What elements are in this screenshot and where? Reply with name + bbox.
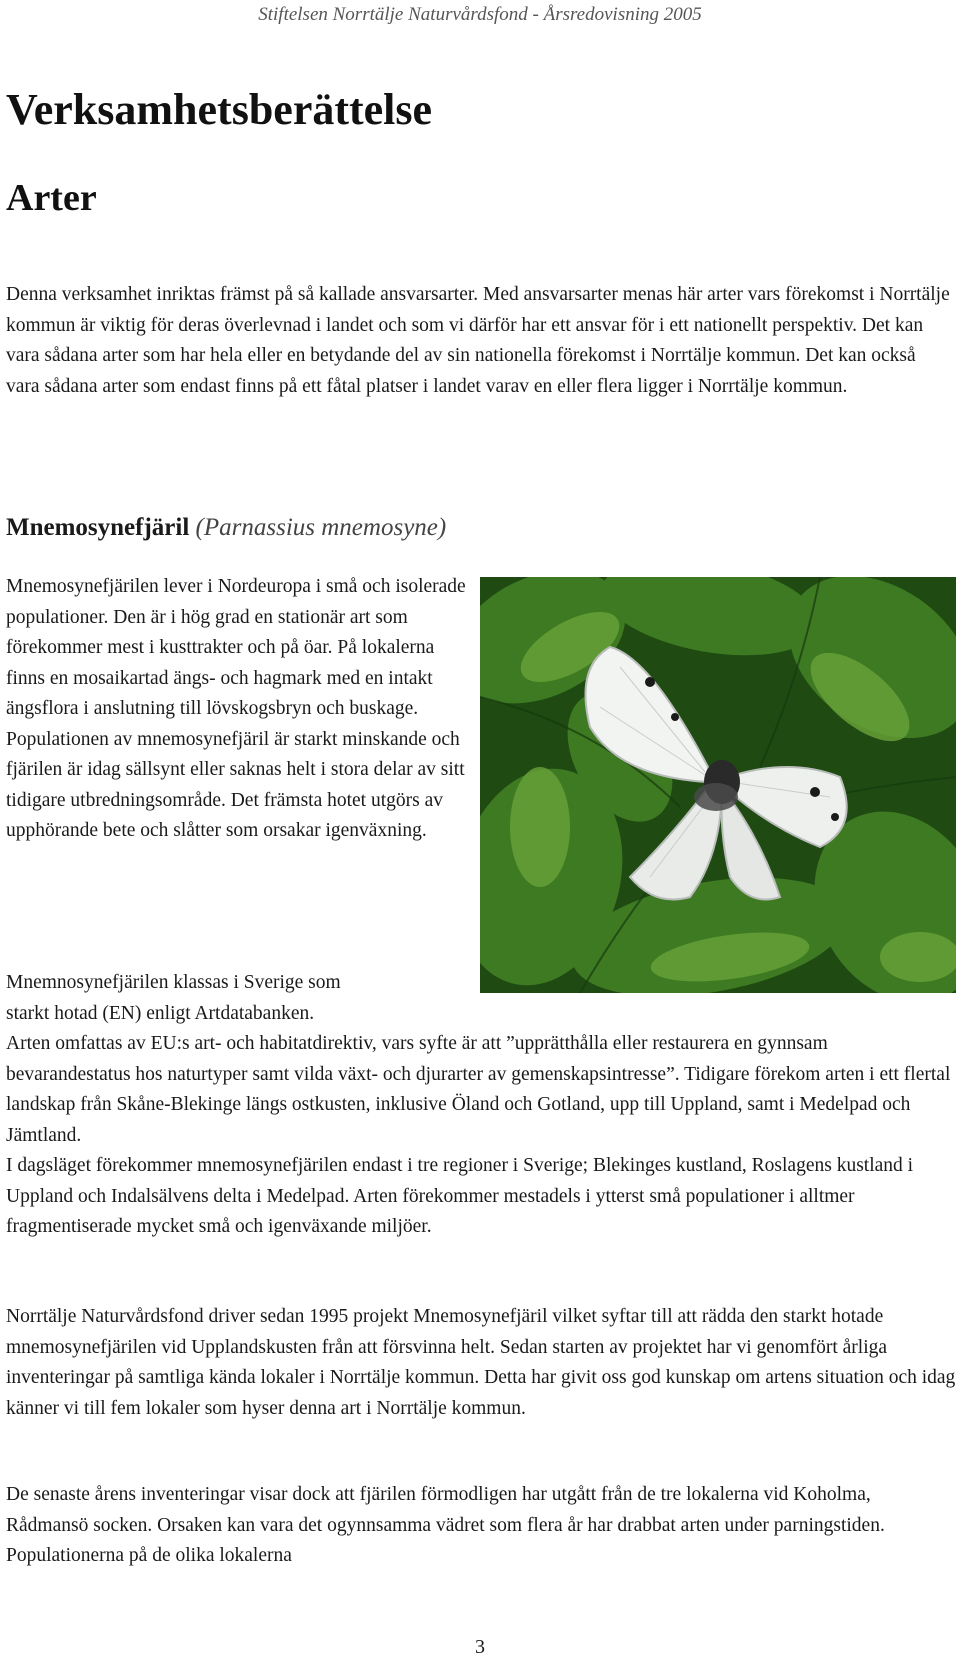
project-paragraph: Norrtälje Naturvårdsfond driver sedan 1995 projekt Mnemosynefjäril vilket syftar till att rädda den starkt hotade mnemosynefjärilen vid Upplandskusten från att försvinna helt. Sedan starten av projektet har vi genomfört årliga inventeringar på samtliga kända lokaler i Norrtälje kommun. Detta har givit oss god kunskap om artens situation och idag känner vi till fem lokaler som hyser denna art i Norrtälje kommun.	[6, 1306, 956, 1419]
page-number: 3	[475, 1636, 485, 1658]
species-latin-name: (Parnassius mnemosyne)	[195, 514, 447, 541]
butterfly-photo	[480, 577, 956, 993]
section-title: Arter	[6, 177, 97, 219]
species-name: Mnemosynefjäril	[6, 514, 190, 541]
status-line-1: Mnemnosynefjärilen klassas i Sverige som	[6, 972, 341, 993]
species-heading	[6, 514, 446, 542]
species-description: Mnemosynefjärilen lever i Nordeuropa i små och isolerade populationer. Den är i hög grad en stationär art som förekommer mest i kusttrakter och på öar. På lokalerna finns en mosaikartad ängs- och hagmark med en intakt ängsflora i anslutning till lövskogsbryn och buskage. Populationen av mnemosynefjäril är starkt minskande och fjärilen är idag sällsynt eller saknas helt i stora delar av sitt tidigare utbredningsområde. Det främsta hotet utgörs av upphörande bete och slåtter som orsakar igenväxning.	[6, 576, 466, 841]
status-line-2: starkt hotad (EN) enligt Artdatabanken.	[6, 1002, 315, 1024]
page-title: Verksamhetsberättelse	[6, 85, 433, 134]
current-distribution-paragraph: I dagsläget förekommer mnemosynefjärilen endast i tre regioner i Sverige; Blekinges kustland, Roslagens kustland i Uppland och Indalsälvens delta i Medelpad. Arten förekommer mestadels i ytterst små populationer i alltmer fragmentiserade mycket små och igenväxande miljöer.	[6, 1155, 914, 1237]
butterfly-photo-image	[480, 577, 956, 993]
species-status-block	[6, 968, 956, 1243]
intro-paragraph: Denna verksamhet inriktas främst på så kallade ansvarsarter. Med ansvarsarter menas här arter vars förekomst i Norrtälje kommun är viktig för deras överlevnad i landet och som vi därför har ett ansvar för i ett nationellt perspektiv. Det kan vara sådana arter som har hela eller en betydande del av sin nationella förekomst i Norrtälje kommun. Det kan också vara sådana arter som endast finns på ett fåtal platser i landet varav en eller flera ligger i Norrtälje kommun.	[6, 284, 950, 397]
recent-inventory-paragraph: De senaste årens inventeringar visar dock att fjärilen förmodligen har utgått från de tre lokalerna vid Koholma, Rådmansö socken. Orsaken kan vara det ogynnsamma vädret som flera år har drabbat arten under parningstiden. Populationerna på de olika lokalerna	[6, 1484, 885, 1566]
running-header: Stiftelsen Norrtälje Naturvårdsfond - Årsredovisning 2005	[258, 4, 702, 25]
directive-paragraph: Arten omfattas av EU:s art- och habitatdirektiv, vars syfte är att ”upprätthålla eller restaurera en gynnsam bevarandestatus hos naturtyper samt vilda växt- och djurarter av gemenskapsintresse”. Tidigare förekom arten i ett flertal landskap från Skåne-Blekinge längs ostkusten, inklusive Öland och Gotland, upp till Uppland, samt i Medelpad och Jämtland.	[6, 1033, 951, 1146]
